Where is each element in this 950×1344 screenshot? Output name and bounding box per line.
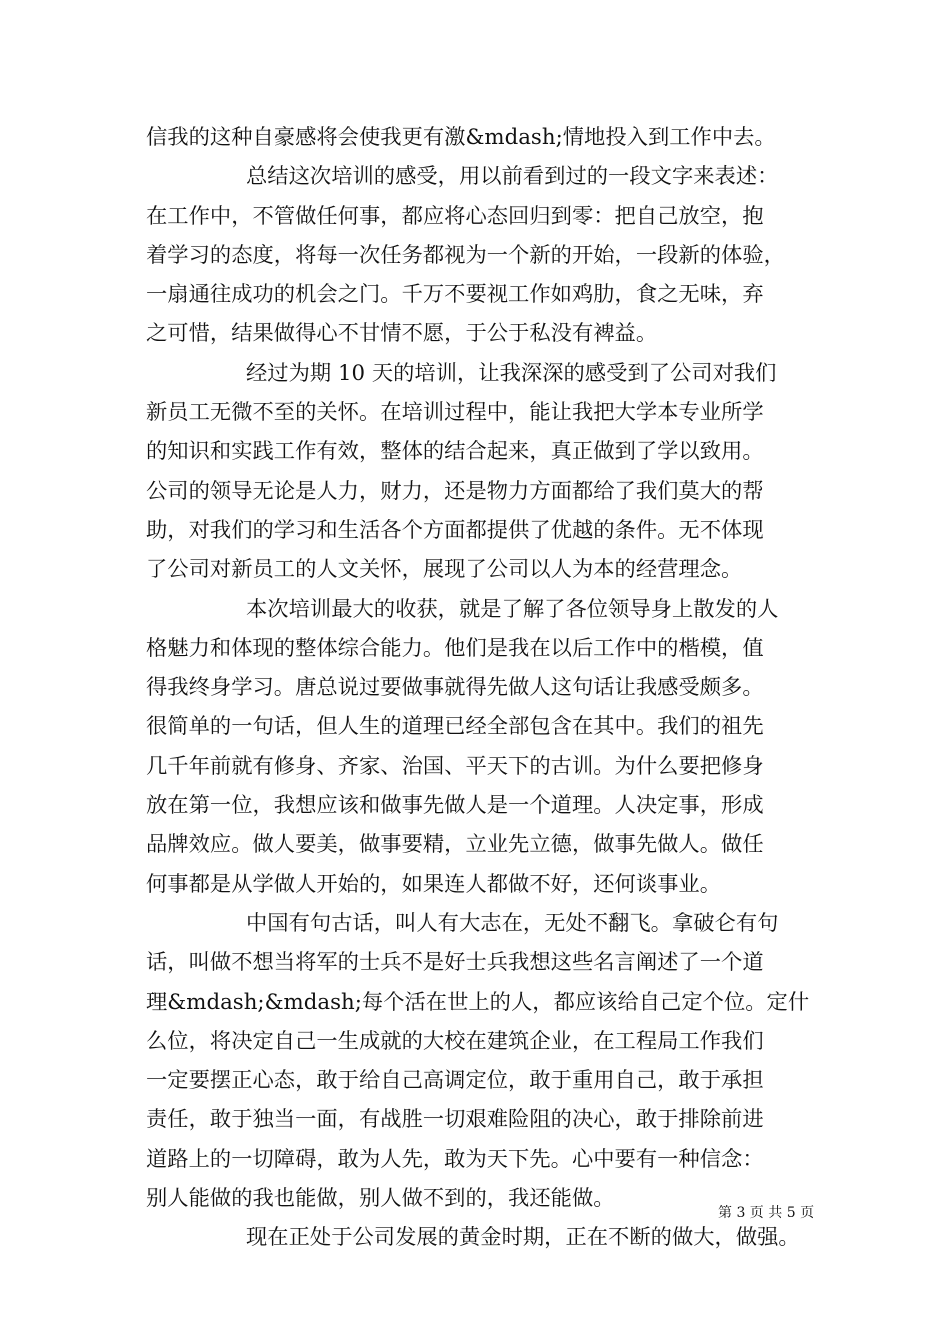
text-line: 放在第一位，我想应该和做事先做人是一个道理。人决定事，形成 (146, 793, 764, 819)
text-line: 么位，将决定自己一生成就的大校在建筑企业，在工程局工作我们 (146, 1028, 764, 1054)
body-text (146, 118, 836, 1258)
text-line: 信我的这种自豪感将会使我更有激&mdash;情地投入到工作中去。 (146, 125, 776, 150)
text-line: 几千年前就有修身、齐家、治国、平天下的古训。为什么要把修身 (146, 753, 764, 779)
text-line: 着学习的态度，将每一次任务都视为一个新的开始，一段新的体验， (146, 242, 785, 268)
text-line: 责任，敢于独当一面，有战胜一切艰难险阻的决心，敢于排除前进 (146, 1107, 764, 1133)
text-line: 别人能做的我也能做，别人做不到的，我还能做。 (146, 1186, 615, 1212)
text-line: 一定要摆正心态，敢于给自己高调定位，敢于重用自己，敢于承担 (146, 1068, 764, 1094)
text-line: 总结这次培训的感受，用以前看到过的一段文字来表述： (246, 164, 779, 190)
text-line: 新员工无微不至的关怀。在培训过程中，能让我把大学本专业所学 (146, 400, 764, 426)
text-line: 得我终身学习。唐总说过要做事就得先做人这句话让我感受颇多。 (146, 675, 764, 701)
text-line: 之可惜，结果做得心不甘情不愿，于公于私没有裨益。 (146, 321, 658, 347)
page-footer: 第 3 页 共 5 页 (718, 1205, 815, 1221)
text-line: 何事都是从学做人开始的，如果连人都做不好，还何谈事业。 (146, 871, 722, 897)
text-line: 格魅力和体现的整体综合能力。他们是我在以后工作中的楷模，值 (146, 635, 764, 661)
text-line: 现在正处于公司发展的黄金时期，正在不断的做大，做强。 (246, 1225, 800, 1251)
text-line: 道路上的一切障碍，敢为人先，敢为天下先。心中要有一种信念： (146, 1146, 764, 1172)
text-line: 助，对我们的学习和生活各个方面都提供了优越的条件。无不体现 (146, 517, 764, 543)
text-line: 理&mdash;&mdash;每个活在世上的人，都应该给自己定个位。定什 (146, 989, 810, 1015)
text-line: 经过为期 10 天的培训，让我深深的感受到了公司对我们 (246, 360, 777, 386)
text-line: 公司的领导无论是人力，财力，还是物力方面都给了我们莫大的帮 (146, 478, 764, 504)
text-line: 的知识和实践工作有效，整体的结合起来，真正做到了学以致用。 (146, 439, 764, 465)
text-line: 中国有句古话，叫人有大志在，无处不翻飞。拿破仑有句 (246, 910, 779, 936)
text-line: 品牌效应。做人要美，做事要精，立业先立德，做事先做人。做任 (146, 832, 764, 858)
text-line: 一扇通往成功的机会之门。千万不要视工作如鸡肋，食之无味，弃 (146, 282, 764, 308)
text-line: 了公司对新员工的人文关怀，展现了公司以人为本的经营理念。 (146, 557, 743, 583)
text-line: 在工作中，不管做任何事，都应将心态回归到零：把自己放空，抱 (146, 203, 764, 229)
text-line: 本次培训最大的收获，就是了解了各位领导身上散发的人 (246, 596, 779, 622)
text-line: 很简单的一句话，但人生的道理已经全部包含在其中。我们的祖先 (146, 714, 764, 740)
text-line: 话，叫做不想当将军的士兵不是好士兵我想这些名言阐述了一个道 (146, 950, 764, 976)
